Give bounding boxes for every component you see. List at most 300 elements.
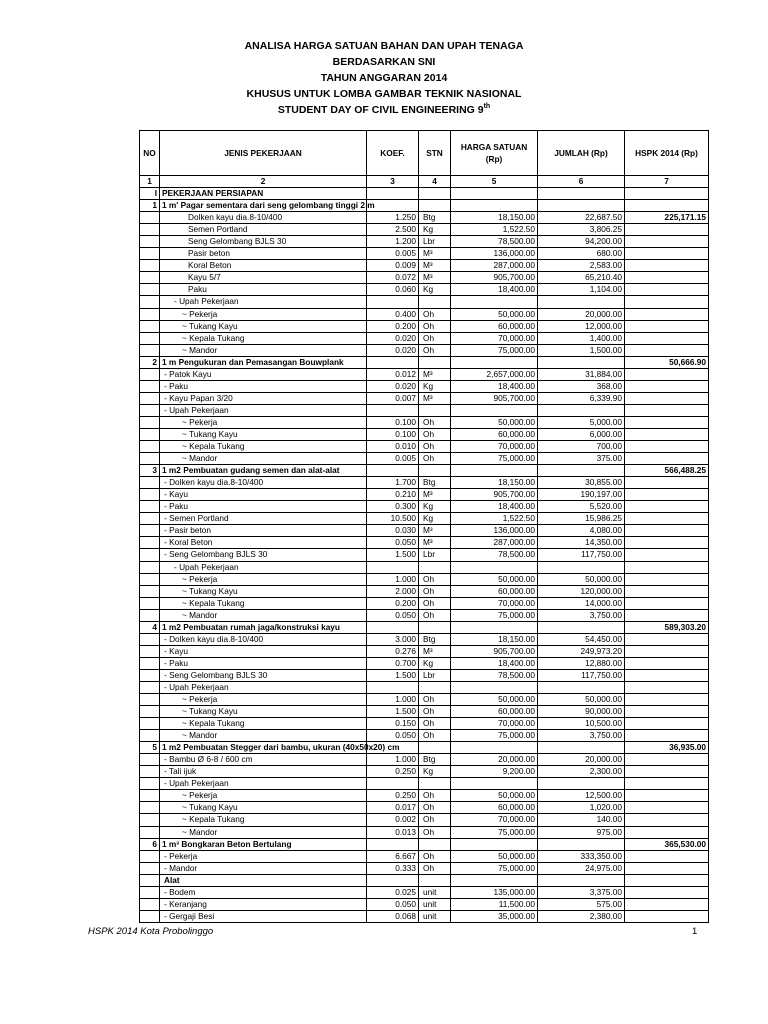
- row-unit-price: 70,000.00: [451, 332, 538, 344]
- title-line-1: ANALISA HARGA SATUAN BAHAN DAN UPAH TENAGA: [244, 40, 524, 52]
- row-hspk: [625, 669, 709, 681]
- row-hspk: [625, 272, 709, 284]
- row-unit-price: 1,522.50: [451, 224, 538, 236]
- row-koef: 1.200: [367, 236, 419, 248]
- row-hspk: [625, 200, 709, 212]
- section-row: [140, 742, 709, 754]
- row-unit: unit: [419, 886, 451, 898]
- row-hspk: [625, 549, 709, 561]
- table-row: [140, 790, 709, 802]
- row-koef: [367, 188, 419, 200]
- row-description: 1 m2 Pembuatan rumah jaga/konstruksi kayu: [160, 621, 367, 633]
- table-row: [140, 754, 709, 766]
- row-koef: 0.050: [367, 537, 419, 549]
- row-unit-price: 50,000.00: [451, 694, 538, 706]
- row-unit: Oh: [419, 332, 451, 344]
- row-unit-price: [451, 188, 538, 200]
- row-unit: Oh: [419, 814, 451, 826]
- row-koef: 0.333: [367, 862, 419, 874]
- table-row: [140, 489, 709, 501]
- row-unit-price: 78,500.00: [451, 236, 538, 248]
- row-no: [140, 766, 160, 778]
- table-row: [140, 332, 709, 344]
- row-description: ~ Kepala Tukang: [160, 332, 367, 344]
- row-unit: Btg: [419, 633, 451, 645]
- col-number: 5: [451, 176, 538, 188]
- row-unit: Oh: [419, 320, 451, 332]
- row-hspk: [625, 525, 709, 537]
- row-no: [140, 694, 160, 706]
- row-description: Paku: [160, 284, 367, 296]
- header-no: NO: [140, 131, 160, 176]
- row-amount: 10,500.00: [538, 718, 625, 730]
- row-no: [140, 489, 160, 501]
- row-hspk: [625, 814, 709, 826]
- row-unit-price: 60,000.00: [451, 585, 538, 597]
- row-unit-price: [451, 838, 538, 850]
- row-hspk: [625, 910, 709, 922]
- table-row: [140, 453, 709, 465]
- table-row: [140, 573, 709, 585]
- row-unit-price: 70,000.00: [451, 814, 538, 826]
- row-unit-price: 18,150.00: [451, 477, 538, 489]
- table-row: [140, 862, 709, 874]
- row-no: [140, 754, 160, 766]
- row-amount: 975.00: [538, 826, 625, 838]
- table-row: [140, 706, 709, 718]
- row-koef: 0.300: [367, 501, 419, 513]
- row-no: [140, 441, 160, 453]
- row-unit: M³: [419, 392, 451, 404]
- row-koef: [367, 681, 419, 693]
- row-unit-price: 905,700.00: [451, 645, 538, 657]
- row-koef: 0.025: [367, 886, 419, 898]
- row-amount: 2,300.00: [538, 766, 625, 778]
- row-no: [140, 669, 160, 681]
- table-header-row: [140, 131, 709, 176]
- row-no: [140, 344, 160, 356]
- row-unit-price: [451, 200, 538, 212]
- row-description: ~ Pekerja: [160, 790, 367, 802]
- row-koef: 0.400: [367, 308, 419, 320]
- row-description: ~ Tukang Kayu: [160, 320, 367, 332]
- row-koef: [367, 296, 419, 308]
- row-unit: Oh: [419, 790, 451, 802]
- row-unit: [419, 742, 451, 754]
- row-description: ~ Pekerja: [160, 416, 367, 428]
- row-amount: 2,380.00: [538, 910, 625, 922]
- row-hspk: [625, 428, 709, 440]
- row-koef: 0.100: [367, 416, 419, 428]
- row-koef: 0.005: [367, 248, 419, 260]
- row-koef: 0.072: [367, 272, 419, 284]
- row-koef: 0.020: [367, 380, 419, 392]
- row-amount: 6,000.00: [538, 428, 625, 440]
- row-description: - Seng Gelombang BJLS 30: [160, 669, 367, 681]
- price-analysis-table: [139, 130, 709, 923]
- row-hspk: [625, 706, 709, 718]
- row-koef: 0.009: [367, 260, 419, 272]
- row-unit: [419, 621, 451, 633]
- table-row: [140, 416, 709, 428]
- row-unit-price: 287,000.00: [451, 260, 538, 272]
- section-row: [140, 200, 709, 212]
- row-amount: [538, 561, 625, 573]
- header-jenis-pekerjaan: JENIS PEKERJAAN: [160, 131, 367, 176]
- row-amount: 375.00: [538, 453, 625, 465]
- row-hspk: [625, 874, 709, 886]
- row-koef: [367, 404, 419, 416]
- table-row: [140, 212, 709, 224]
- row-no: [140, 706, 160, 718]
- row-no: [140, 404, 160, 416]
- header-harga-satuan: HARGA SATUAN (Rp): [451, 131, 538, 176]
- row-no: 3: [140, 465, 160, 477]
- row-koef: 6.667: [367, 850, 419, 862]
- row-amount: 50,000.00: [538, 694, 625, 706]
- row-description: - Upah Pekerjaan: [160, 778, 367, 790]
- table-row: [140, 886, 709, 898]
- row-hspk: [625, 248, 709, 260]
- section-row: [140, 465, 709, 477]
- row-hspk: 566,488.25: [625, 465, 709, 477]
- row-no: I: [140, 188, 160, 200]
- row-unit-price: [451, 681, 538, 693]
- row-koef: 0.020: [367, 344, 419, 356]
- row-unit: Kg: [419, 513, 451, 525]
- row-koef: [367, 465, 419, 477]
- table-body: [140, 188, 709, 923]
- row-koef: 0.100: [367, 428, 419, 440]
- row-description: Pasir beton: [160, 248, 367, 260]
- footer-text: HSPK 2014 Kota Probolinggo: [88, 926, 214, 937]
- row-unit: Oh: [419, 597, 451, 609]
- row-hspk: [625, 681, 709, 693]
- row-unit: Kg: [419, 766, 451, 778]
- row-no: [140, 224, 160, 236]
- row-unit: [419, 356, 451, 368]
- row-amount: 6,339.90: [538, 392, 625, 404]
- header-hspk: HSPK 2014 (Rp): [625, 131, 709, 176]
- row-unit: Oh: [419, 706, 451, 718]
- row-unit: [419, 561, 451, 573]
- row-description: 1 m2 Pembuatan Stegger dari bambu, ukuran (40x50x20) cm: [160, 742, 367, 754]
- row-unit-price: 60,000.00: [451, 802, 538, 814]
- table-row: [140, 368, 709, 380]
- row-koef: 0.002: [367, 814, 419, 826]
- title-line-2: BERDASARKAN SNI: [332, 56, 436, 68]
- row-koef: 2.500: [367, 224, 419, 236]
- row-description: - Dolken kayu dia.8-10/400: [160, 477, 367, 489]
- row-no: [140, 681, 160, 693]
- row-unit: [419, 681, 451, 693]
- row-koef: 0.010: [367, 441, 419, 453]
- row-description: - Upah Pekerjaan: [160, 681, 367, 693]
- row-amount: 117,750.00: [538, 549, 625, 561]
- row-description: - Keranjang: [160, 898, 367, 910]
- row-hspk: [625, 284, 709, 296]
- row-unit: Oh: [419, 850, 451, 862]
- row-no: [140, 778, 160, 790]
- col-number: 4: [419, 176, 451, 188]
- col-number: 6: [538, 176, 625, 188]
- row-unit-price: 75,000.00: [451, 609, 538, 621]
- row-amount: 700.00: [538, 441, 625, 453]
- row-hspk: [625, 609, 709, 621]
- row-description: - Dolken kayu dia.8-10/400: [160, 633, 367, 645]
- row-unit-price: 9,200.00: [451, 766, 538, 778]
- row-amount: 117,750.00: [538, 669, 625, 681]
- row-unit-price: 20,000.00: [451, 754, 538, 766]
- title-line-4: KHUSUS UNTUK LOMBA GAMBAR TEKNIK NASIONAL: [246, 88, 522, 100]
- row-hspk: [625, 368, 709, 380]
- row-description: ~ Mandor: [160, 344, 367, 356]
- row-unit-price: 18,400.00: [451, 501, 538, 513]
- row-hspk: [625, 320, 709, 332]
- row-koef: [367, 874, 419, 886]
- row-hspk: [625, 898, 709, 910]
- row-unit: M³: [419, 368, 451, 380]
- row-amount: [538, 200, 625, 212]
- row-no: [140, 212, 160, 224]
- row-hspk: [625, 802, 709, 814]
- row-amount: 54,450.00: [538, 633, 625, 645]
- row-description: ~ Pekerja: [160, 694, 367, 706]
- row-amount: 4,080.00: [538, 525, 625, 537]
- row-hspk: [625, 296, 709, 308]
- table-row: [140, 501, 709, 513]
- row-description: - Seng Gelombang BJLS 30: [160, 549, 367, 561]
- row-no: 2: [140, 356, 160, 368]
- row-no: 5: [140, 742, 160, 754]
- table-row: [140, 428, 709, 440]
- table-row: [140, 272, 709, 284]
- row-no: [140, 645, 160, 657]
- row-description: - Kayu Papan 3/20: [160, 392, 367, 404]
- table-row: [140, 633, 709, 645]
- row-description: - Bambu Ø 6-8 / 600 cm: [160, 754, 367, 766]
- row-no: [140, 332, 160, 344]
- row-unit: [419, 188, 451, 200]
- row-amount: [538, 621, 625, 633]
- title-superscript: th: [483, 103, 491, 110]
- row-hspk: [625, 513, 709, 525]
- row-koef: 0.150: [367, 718, 419, 730]
- row-unit-price: 75,000.00: [451, 730, 538, 742]
- row-description: ~ Kepala Tukang: [160, 441, 367, 453]
- table-row: [140, 850, 709, 862]
- table-row: [140, 404, 709, 416]
- row-description: - Patok Kayu: [160, 368, 367, 380]
- row-amount: 575.00: [538, 898, 625, 910]
- table-row: [140, 766, 709, 778]
- column-number-row: [140, 176, 709, 188]
- row-hspk: [625, 694, 709, 706]
- row-no: [140, 802, 160, 814]
- row-koef: 0.068: [367, 910, 419, 922]
- row-hspk: [625, 766, 709, 778]
- row-hspk: [625, 453, 709, 465]
- row-unit-price: 60,000.00: [451, 428, 538, 440]
- row-description: - Mandor: [160, 862, 367, 874]
- row-amount: [538, 874, 625, 886]
- table-row: [140, 597, 709, 609]
- row-amount: 30,855.00: [538, 477, 625, 489]
- row-amount: 5,520.00: [538, 501, 625, 513]
- row-unit-price: 18,400.00: [451, 657, 538, 669]
- row-amount: [538, 742, 625, 754]
- row-no: [140, 862, 160, 874]
- row-description: - Bodem: [160, 886, 367, 898]
- row-amount: [538, 356, 625, 368]
- table-row: [140, 477, 709, 489]
- row-unit: [419, 778, 451, 790]
- row-amount: 12,500.00: [538, 790, 625, 802]
- row-amount: 24,975.00: [538, 862, 625, 874]
- row-unit: M³: [419, 260, 451, 272]
- row-unit: [419, 404, 451, 416]
- row-unit-price: [451, 621, 538, 633]
- row-koef: [367, 621, 419, 633]
- row-description: - Upah Pekerjaan: [160, 296, 367, 308]
- row-hspk: [625, 380, 709, 392]
- row-unit: M³: [419, 272, 451, 284]
- row-amount: 3,750.00: [538, 730, 625, 742]
- row-amount: [538, 188, 625, 200]
- row-no: [140, 260, 160, 272]
- row-unit: unit: [419, 898, 451, 910]
- row-unit: Kg: [419, 657, 451, 669]
- row-unit-price: 35,000.00: [451, 910, 538, 922]
- table-row: [140, 874, 709, 886]
- row-description: ~ Tukang Kayu: [160, 428, 367, 440]
- row-no: [140, 657, 160, 669]
- row-unit-price: [451, 404, 538, 416]
- row-description: - Gergaji Besi: [160, 910, 367, 922]
- row-amount: 1,104.00: [538, 284, 625, 296]
- row-amount: 3,375.00: [538, 886, 625, 898]
- row-description: - Semen Portland: [160, 513, 367, 525]
- row-unit-price: [451, 561, 538, 573]
- row-description: PEKERJAAN PERSIAPAN: [160, 188, 367, 200]
- row-amount: 20,000.00: [538, 754, 625, 766]
- row-hspk: [625, 633, 709, 645]
- table-row: [140, 645, 709, 657]
- row-description: 1 m2 Pembuatan gudang semen dan alat-alat: [160, 465, 367, 477]
- row-unit-price: 136,000.00: [451, 248, 538, 260]
- row-hspk: 225,171.15: [625, 212, 709, 224]
- row-description: - Tali ijuk: [160, 766, 367, 778]
- row-description: - Pasir beton: [160, 525, 367, 537]
- row-no: [140, 561, 160, 573]
- row-description: Alat: [160, 874, 367, 886]
- header-stn: STN: [419, 131, 451, 176]
- row-hspk: [625, 597, 709, 609]
- row-unit-price: 905,700.00: [451, 272, 538, 284]
- row-koef: 0.017: [367, 802, 419, 814]
- row-koef: 0.007: [367, 392, 419, 404]
- row-description: Seng Gelombang BJLS 30: [160, 236, 367, 248]
- row-amount: 50,000.00: [538, 573, 625, 585]
- table-row: [140, 730, 709, 742]
- row-unit-price: [451, 778, 538, 790]
- row-hspk: [625, 886, 709, 898]
- row-hspk: [625, 332, 709, 344]
- row-unit-price: 287,000.00: [451, 537, 538, 549]
- row-hspk: [625, 718, 709, 730]
- row-no: [140, 790, 160, 802]
- row-hspk: [625, 657, 709, 669]
- row-unit-price: 70,000.00: [451, 718, 538, 730]
- row-koef: 0.276: [367, 645, 419, 657]
- row-unit-price: 18,150.00: [451, 633, 538, 645]
- row-no: [140, 513, 160, 525]
- row-hspk: [625, 645, 709, 657]
- row-amount: [538, 838, 625, 850]
- table-row: [140, 681, 709, 693]
- table-row: [140, 320, 709, 332]
- row-hspk: [625, 441, 709, 453]
- row-unit: Oh: [419, 826, 451, 838]
- table-row: [140, 392, 709, 404]
- row-amount: 14,350.00: [538, 537, 625, 549]
- row-no: [140, 248, 160, 260]
- row-no: [140, 428, 160, 440]
- row-koef: 0.050: [367, 898, 419, 910]
- row-koef: 1.000: [367, 754, 419, 766]
- table-row: [140, 778, 709, 790]
- row-unit: M³: [419, 525, 451, 537]
- row-unit-price: 50,000.00: [451, 308, 538, 320]
- row-description: - Paku: [160, 657, 367, 669]
- row-koef: 0.030: [367, 525, 419, 537]
- row-unit: Lbr: [419, 549, 451, 561]
- row-amount: 333,350.00: [538, 850, 625, 862]
- row-no: [140, 525, 160, 537]
- row-unit: Oh: [419, 694, 451, 706]
- header-jumlah: JUMLAH (Rp): [538, 131, 625, 176]
- row-koef: [367, 356, 419, 368]
- row-unit-price: 18,400.00: [451, 380, 538, 392]
- row-unit-price: [451, 465, 538, 477]
- row-description: ~ Tukang Kayu: [160, 706, 367, 718]
- table-row: [140, 898, 709, 910]
- row-unit-price: [451, 296, 538, 308]
- row-description: - Pekerja: [160, 850, 367, 862]
- row-description: 1 m' Pagar sementara dari seng gelombang tinggi 2 m: [160, 200, 367, 212]
- row-unit-price: 50,000.00: [451, 790, 538, 802]
- row-unit-price: 136,000.00: [451, 525, 538, 537]
- row-description: 1 m³ Bongkaran Beton Bertulang: [160, 838, 367, 850]
- row-description: - Koral Beton: [160, 537, 367, 549]
- row-hspk: [625, 236, 709, 248]
- row-koef: 0.012: [367, 368, 419, 380]
- row-koef: 1.500: [367, 706, 419, 718]
- row-description: ~ Mandor: [160, 609, 367, 621]
- row-amount: 20,000.00: [538, 308, 625, 320]
- row-koef: 0.050: [367, 730, 419, 742]
- row-unit-price: 70,000.00: [451, 597, 538, 609]
- row-amount: 15,986.25: [538, 513, 625, 525]
- row-no: [140, 573, 160, 585]
- row-hspk: [625, 573, 709, 585]
- row-description: 1 m Pengukuran dan Pemasangan Bouwplank: [160, 356, 367, 368]
- row-unit-price: [451, 742, 538, 754]
- row-unit: [419, 838, 451, 850]
- row-unit: Oh: [419, 344, 451, 356]
- row-amount: [538, 404, 625, 416]
- row-amount: [538, 296, 625, 308]
